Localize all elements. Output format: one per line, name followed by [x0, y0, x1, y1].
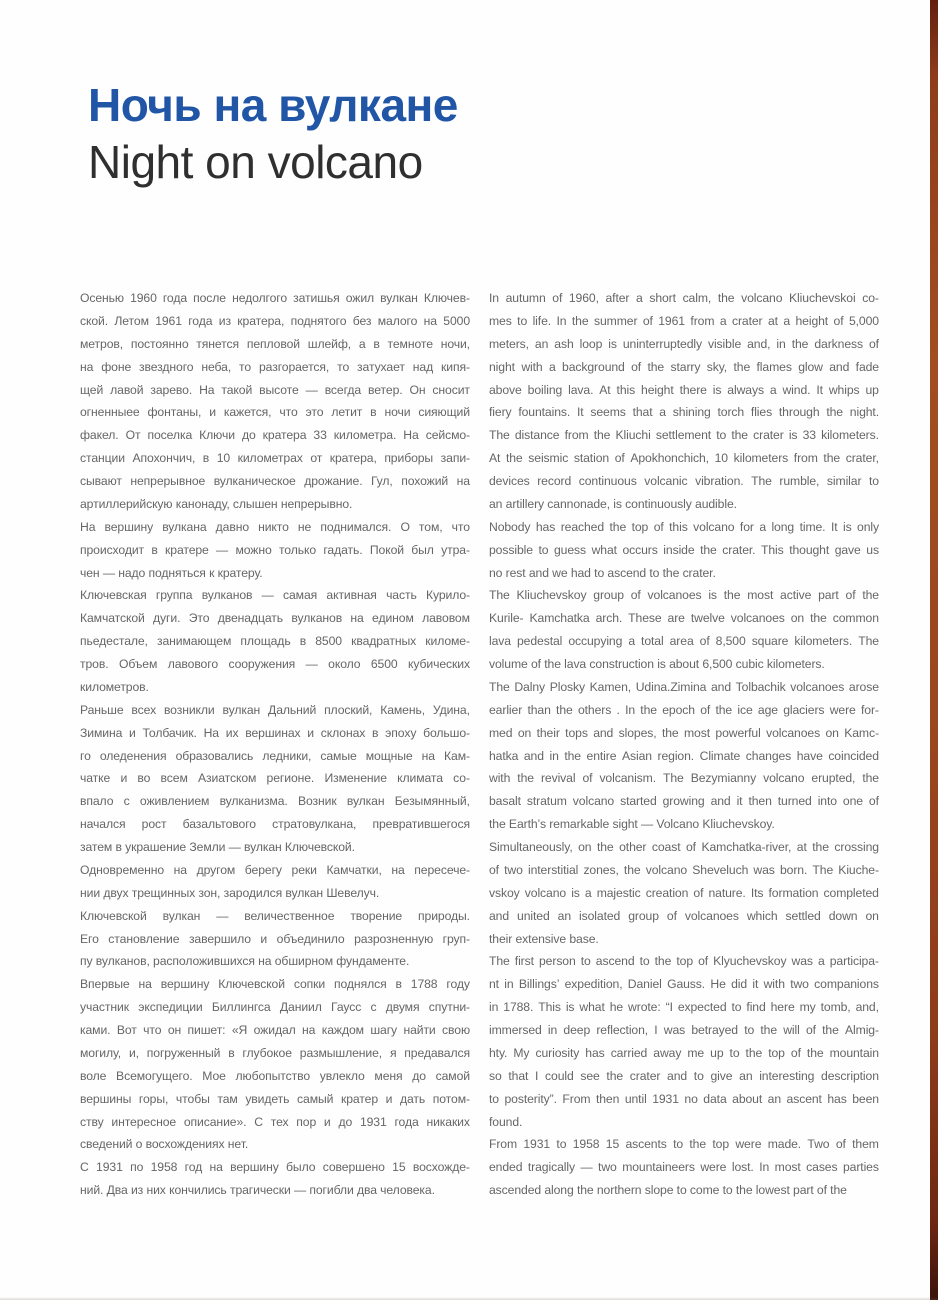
text-line: огненныее фонтаны, и кажется, что это летит в ночи сияющий	[80, 405, 470, 420]
text-line: From 1931 to 1958 15 ascents to the top were made. Two of them	[489, 1137, 879, 1152]
text-line: med on their tops and slopes, the most powerful volcanoes on Kamc-	[489, 725, 879, 740]
text-line: volume of the lava construction is about 6,500 cubic kilometers.	[489, 657, 825, 671]
text-line: of two interstitial zones, the volcano Sheveluch was born. The Kiuche-	[489, 862, 879, 877]
text-line: сывают непрерывное вулканическое дрожание. Гул, похожий на	[80, 474, 470, 488]
text-line: The Dalny Plosky Kamen, Udina.Zimina and Tolbachik volcanoes arose	[489, 679, 879, 694]
text-line: hty. My curiosity has carried away me up to the top of the mountain	[489, 1045, 879, 1060]
text-line: meters, an ash loop is uninterruptedly visible and, in the darkness of	[489, 336, 879, 351]
text-line: and united an isolated group of volcanoes which settled down on	[489, 908, 879, 923]
text-line: The Kliuchevskoy group of volcanoes is the most active part of the	[489, 588, 879, 603]
text-line: with the revival of volcanism. The Bezymianny volcano erupted, the	[489, 771, 879, 786]
text-line: артиллерийскую канонаду, слышен непрерывно.	[80, 496, 353, 511]
text-line: Впервые на вершину Ключевской сопки поднялся в 1788 году	[80, 977, 470, 992]
text-line: found.	[489, 1114, 523, 1129]
text-line: метров, постоянно тянется пепловой шлейф, а в темноте ночи,	[80, 336, 470, 351]
russian-text-column	[80, 287, 470, 1202]
text-line: to posterity”. From then until 1931 no data about an ascent has been	[489, 1091, 879, 1106]
text-line: щей лавой зарево. На такой высоте — всегда ветер. Он сносит	[80, 382, 470, 397]
text-line: hatka and in the entire Asian region. Climate changes have coincided	[489, 748, 879, 763]
text-line: vskoy volcano is a majestic creation of nature. Its formation completed	[489, 885, 879, 900]
text-columns	[80, 287, 879, 1202]
text-line: Ключевской вулкан — величественное творение природы.	[80, 908, 470, 923]
text-line: mes to life. In the summer of 1961 from a crater at a height of 5,000	[489, 313, 879, 328]
text-line: In autumn of 1960, after a short calm, the volcano Kliuchevskoi co-	[489, 291, 879, 305]
text-line: Simultaneously, on the other coast of Kamchatka-river, at the crossing	[489, 840, 879, 854]
text-line: на фоне звездного неба, то разгорается, то затухает над кипя-	[80, 359, 470, 374]
text-line: сведений о восхождениях нет.	[80, 1137, 249, 1152]
text-line: fiery fountains. It seems that a shining torch flies through the night.	[489, 405, 879, 420]
text-line: го оледенения образовались ледники, самые мощные на Кам-	[80, 748, 470, 763]
text-line: станции Апохончич, в 10 километрах от кратера, приборы запи-	[80, 451, 470, 466]
text-line: Раньше всех возникли вулкан Дальний плоский, Камень, Удина,	[80, 702, 470, 717]
text-line: чатке и во всем Азиатском регионе. Изменение климата со-	[80, 771, 470, 786]
text-line: in 1788. This is what he wrote: “I expected to find here my tomb, and,	[489, 1000, 879, 1015]
text-line: начался рост базальтового стратовулкана, превратившегося	[80, 817, 470, 832]
text-line: происходит в кратере — можно только гадать. Покой был утра-	[80, 542, 470, 557]
text-line: Nobody has reached the top of this volcano for a long time. It is only	[489, 519, 879, 534]
page-title-block	[88, 79, 458, 188]
text-line: километров.	[80, 679, 149, 694]
text-line: ascended along the northern slope to come to the lowest part of the	[489, 1183, 847, 1198]
page-title-russian: Ночь на вулкане	[88, 79, 458, 131]
text-line: воле Всемогущего. Мое любопытство увлекло меня до самой	[80, 1068, 470, 1083]
text-line: Одновременно на другом берегу реки Камчатки, на пересече-	[80, 862, 470, 877]
text-line: факел. От поселка Ключи до кратера 33 километра. На сейсмо-	[80, 428, 470, 443]
text-line: devices record continuous volcanic vibration. The rumble, similar to	[489, 474, 879, 488]
text-line: Осенью 1960 года после недолгого затишья ожил вулкан Ключев-	[80, 291, 470, 305]
text-line: an artillery cannonade, is continuously audible.	[489, 496, 737, 511]
text-line: Его становление завершило и объединило разрозненную груп-	[80, 931, 470, 946]
text-line: lava pedestal occupying a total area of 8,500 square kilometers. The	[489, 634, 879, 649]
text-line: ской. Летом 1961 года из кратера, поднятого без малого на 5000	[80, 313, 470, 328]
text-line: пу вулканов, расположившихся на обширном фундаменте.	[80, 954, 410, 969]
text-line: участник экспедиции Биллингса Даниил Гаусс с двумя спутни-	[80, 1000, 470, 1015]
text-line: ками. Вот что он пишет: «Я ожидал на каждом шагу найти свою	[80, 1023, 470, 1037]
text-line: possible to guess what occurs inside the crater. This thought gave us	[489, 542, 879, 557]
text-line: earlier than the others . In the epoch of the ice age glaciers were for-	[489, 702, 879, 717]
text-line: ству интересное описание». С тех пор и до 1931 года никаких	[80, 1114, 470, 1129]
text-line: Kurile- Kamchatka arch. These are twelve volcanoes on the common	[489, 611, 879, 626]
text-line: нии двух трещинных зон, зародился вулкан Шевелуч.	[80, 885, 380, 900]
text-line: night with a background of the starry sky, the flames glow and fade	[489, 359, 879, 374]
text-line: Зимина и Толбачик. На их вершинах и склонах в эпоху большо-	[80, 725, 470, 740]
text-line: могилу, и, погруженный в глубокое размышление, я предавался	[80, 1045, 470, 1060]
text-line: пьедестале, занимающем площадь в 8500 квадратных киломе-	[80, 634, 470, 649]
text-line: the Earth’s remarkable sight — Volcano Kliuchevskoy.	[489, 817, 775, 832]
text-line: вершины горы, чтобы там увидеть самый кратер и дать потом-	[80, 1091, 470, 1106]
text-line: The first person to ascend to the top of Klyuchevskoy was a participa-	[489, 954, 879, 969]
text-line: чен — надо подняться к кратеру.	[80, 565, 263, 580]
text-line: тров. Объем лавового сооружения — около 6500 кубических	[80, 657, 470, 671]
page-title-english: Night on volcano	[88, 136, 423, 188]
text-line: nt in Billings’ expedition, Daniel Gauss. He did it with two companions	[489, 977, 879, 992]
text-line: Ключевская группа вулканов — самая активная часть Курило-	[80, 588, 470, 603]
text-line: immersed in deep reflection, I was betrayed to the will of the Almig-	[489, 1023, 879, 1037]
text-line: The distance from the Kliuchi settlement to the crater is 33 kilometers.	[489, 428, 879, 443]
text-line: Камчатской дуги. Это двенадцать вулканов на едином лавовом	[80, 611, 470, 626]
text-line: basalt stratum volcano started growing and it then turned into one of	[489, 794, 879, 809]
text-line: no rest and we had to ascend to the crater.	[489, 565, 716, 580]
text-line: На вершину вулкана давно никто не поднимался. О том, что	[80, 519, 470, 534]
english-text-column	[489, 287, 879, 1202]
text-line: впало с оживлением вулканизма. Возник вулкан Безымянный,	[80, 794, 470, 809]
text-line: above boiling lava. At this height there is always a wind. It whips up	[489, 382, 879, 397]
text-line: so that I could see the crater and to give an interesting description	[489, 1068, 879, 1083]
text-line: their extensive base.	[489, 931, 599, 946]
page-edge-stripe	[930, 0, 938, 1300]
text-line: С 1931 по 1958 год на вершину было совершено 15 восхожде-	[80, 1160, 470, 1175]
text-line: затем в украшение Земли — вулкан Ключевской.	[80, 840, 355, 854]
text-line: ended tragically — two mountaineers were lost. In most cases parties	[489, 1160, 879, 1175]
text-line: At the seismic station of Apokhonchich, 10 kilometers from the crater,	[489, 451, 879, 466]
text-line: ний. Два из них кончились трагически — погибли два человека.	[80, 1183, 435, 1198]
